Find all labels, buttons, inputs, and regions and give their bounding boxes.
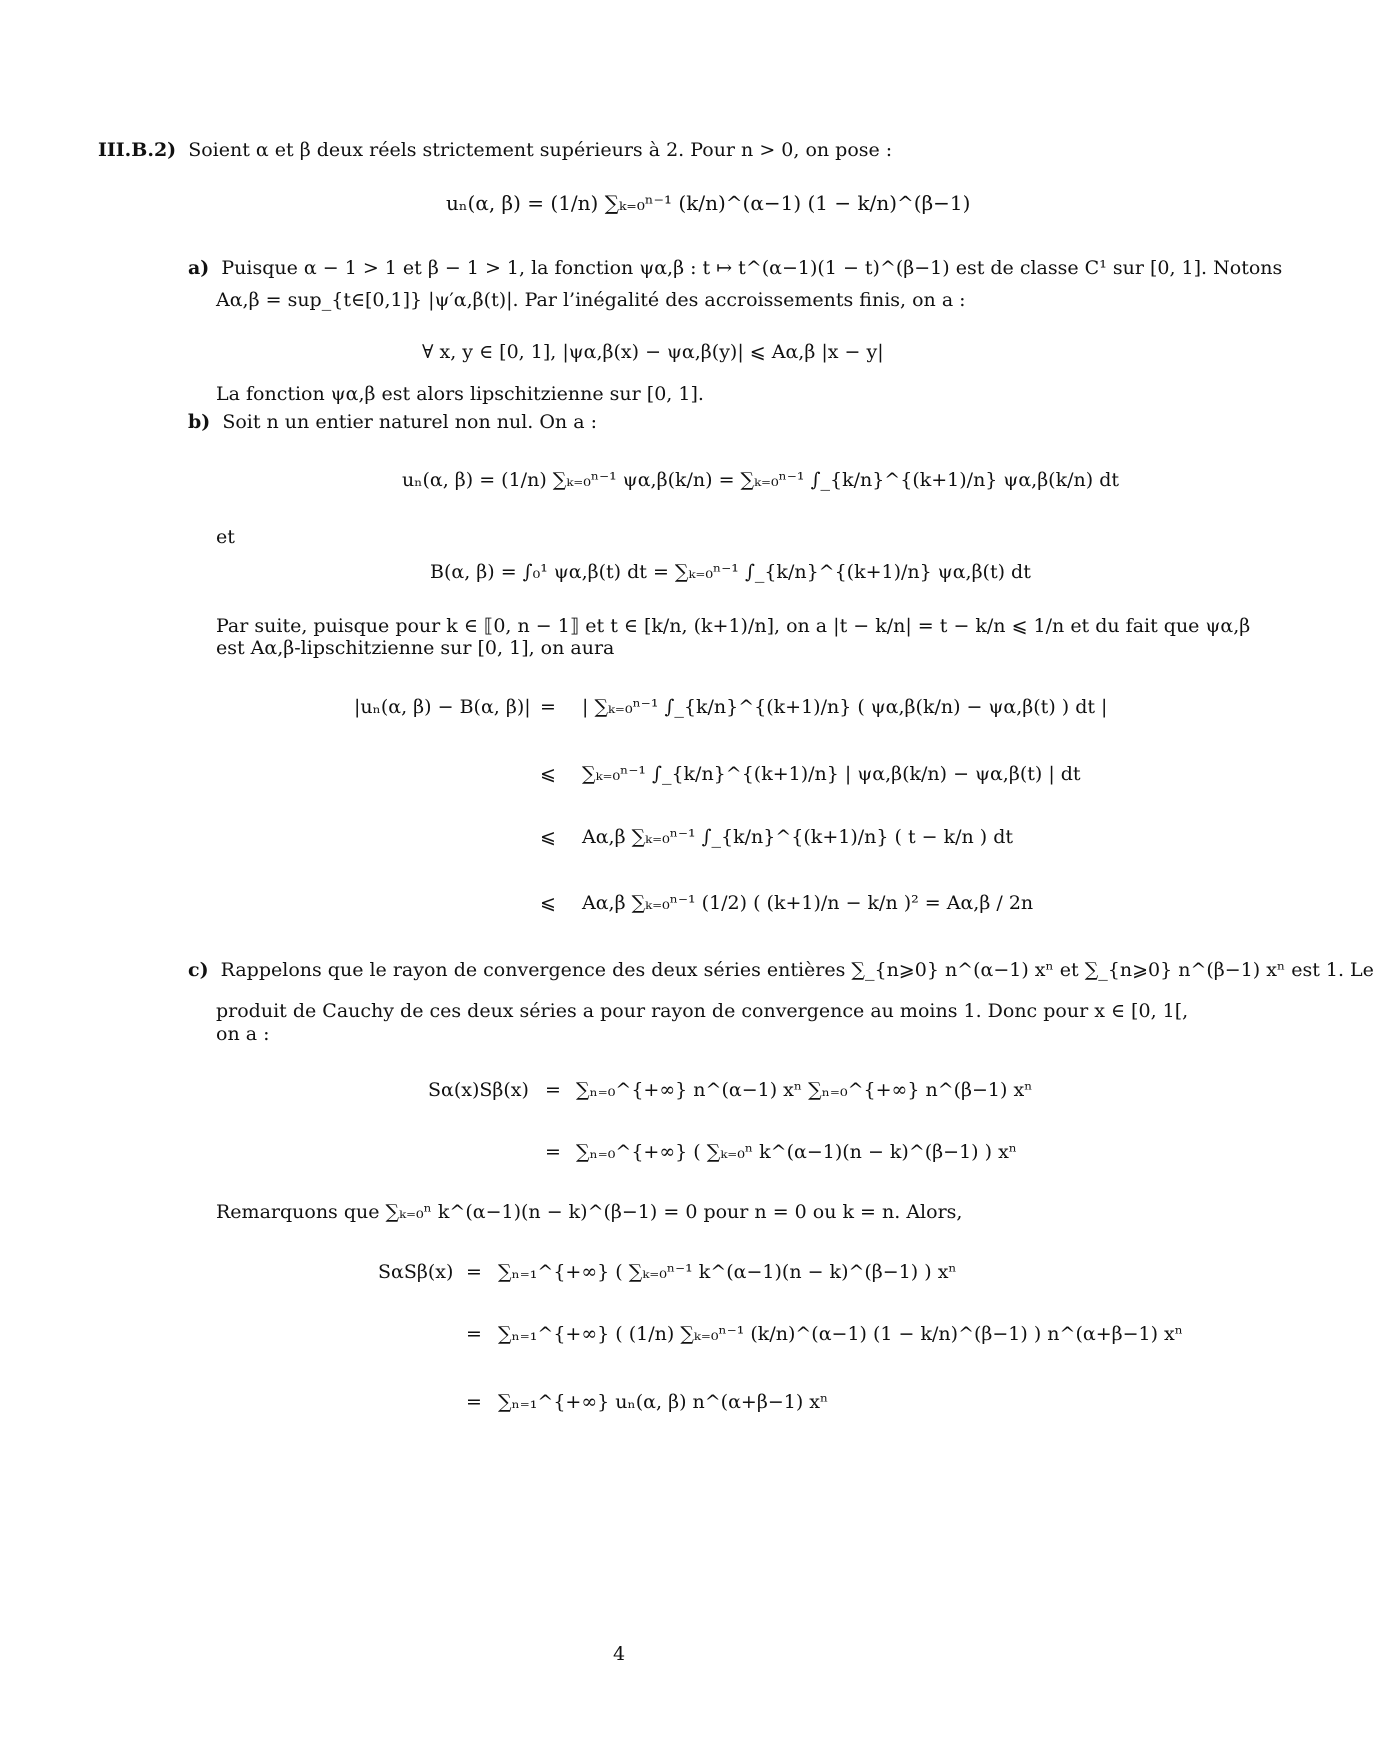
chain-row-2: ∑ₖ₌₀ⁿ⁻¹ ∫_{k/n}^{(k+1)/n} | ψα,β(k/n) − ψα,β(t) | dt [582, 763, 1081, 785]
part-a-line1 [188, 258, 1282, 280]
product-row-2: ∑ₙ₌₁^{+∞} ( (1/n) ∑ₖ₌₀ⁿ⁻¹ (k/n)^(α−1) (1 − k/n)^(β−1) ) n^(α+β−1) xⁿ [498, 1323, 1183, 1345]
chain-row-4: Aα,β ∑ₖ₌₀ⁿ⁻¹ (1/2) ( (k+1)/n − k/n )² = Aα,β / 2n [582, 892, 1034, 914]
part-a-text1: Puisque α − 1 > 1 et β − 1 > 1, la fonction ψα,β : t ↦ t^(α−1)(1 − t)^(β−1) est de classe C¹ sur [0, 1]. Notons [221, 257, 1283, 279]
page-number: 4 [613, 1643, 626, 1665]
section-intro: Soient α et β deux réels strictement supérieurs à 2. Pour n > 0, on pose : [188, 139, 893, 161]
cauchy-rel-2: = [545, 1141, 561, 1163]
cauchy-row-1: ∑ₙ₌₀^{+∞} n^(α−1) xⁿ ∑ₙ₌₀^{+∞} n^(β−1) xⁿ [576, 1079, 1033, 1101]
part-c-remark: Remarquons que ∑ₖ₌₀ⁿ k^(α−1)(n − k)^(β−1) = 0 pour n = 0 ou k = n. Alors, [216, 1201, 963, 1223]
part-b-line1 [188, 412, 597, 434]
part-a-line2: Aα,β = sup_{t∈[0,1]} |ψ′α,β(t)|. Par l’inégalité des accroissements finis, on a : [216, 289, 966, 311]
chain-lhs: |uₙ(α, β) − B(α, β)| [354, 696, 531, 718]
part-b-para2: est Aα,β-lipschitzienne sur [0, 1], on aura [216, 637, 615, 659]
part-c-line2: produit de Cauchy de ces deux séries a pour rayon de convergence au moins 1. Donc pour x ∈ [0, 1[, [216, 1000, 1189, 1022]
product-rel-2: = [466, 1323, 482, 1345]
chain-rel-2: ⩽ [540, 763, 556, 785]
chain-rel-3: ⩽ [540, 826, 556, 848]
product-rel-3: = [466, 1391, 482, 1413]
definition-equation: uₙ(α, β) = (1/n) ∑ₖ₌₀ⁿ⁻¹ (k/n)^(α−1) (1 − k/n)^(β−1) [446, 191, 971, 215]
cauchy-lhs: Sα(x)Sβ(x) [428, 1079, 529, 1101]
chain-row-3: Aα,β ∑ₖ₌₀ⁿ⁻¹ ∫_{k/n}^{(k+1)/n} ( t − k/n ) dt [582, 826, 1014, 848]
cauchy-row-2: ∑ₙ₌₀^{+∞} ( ∑ₖ₌₀ⁿ k^(α−1)(n − k)^(β−1) ) xⁿ [576, 1141, 1017, 1163]
chain-rel-4: ⩽ [540, 892, 556, 914]
chain-rel-1: = [540, 696, 556, 718]
part-c-line1 [188, 960, 1374, 982]
part-a-label: a) [188, 257, 210, 279]
part-c-label: c) [188, 959, 209, 981]
lipschitz-inequality: ∀ x, y ∈ [0, 1], |ψα,β(x) − ψα,β(y)| ⩽ Aα,β |x − y| [422, 341, 884, 363]
cauchy-rel-1: = [545, 1079, 561, 1101]
un-as-integral: uₙ(α, β) = (1/n) ∑ₖ₌₀ⁿ⁻¹ ψα,β(k/n) = ∑ₖ₌₀ⁿ⁻¹ ∫_{k/n}^{(k+1)/n} ψα,β(k/n) dt [402, 469, 1119, 491]
product-lhs: SαSβ(x) [378, 1261, 454, 1283]
product-row-1: ∑ₙ₌₁^{+∞} ( ∑ₖ₌₀ⁿ⁻¹ k^(α−1)(n − k)^(β−1) ) xⁿ [498, 1261, 957, 1283]
part-b-intro: Soit n un entier naturel non nul. On a : [222, 411, 597, 433]
chain-row-1: | ∑ₖ₌₀ⁿ⁻¹ ∫_{k/n}^{(k+1)/n} ( ψα,β(k/n) − ψα,β(t) ) dt | [582, 696, 1108, 718]
beta-integral: B(α, β) = ∫₀¹ ψα,β(t) dt = ∑ₖ₌₀ⁿ⁻¹ ∫_{k/n}^{(k+1)/n} ψα,β(t) dt [430, 561, 1031, 583]
product-row-3: ∑ₙ₌₁^{+∞} uₙ(α, β) n^(α+β−1) xⁿ [498, 1391, 829, 1413]
part-c-line3: on a : [216, 1023, 270, 1045]
part-c-text1: Rappelons que le rayon de convergence des deux séries entières ∑_{n⩾0} n^(α−1) xⁿ et ∑_{n⩾0} n^(β−1) xⁿ est 1. Le [220, 959, 1374, 981]
section-header [98, 140, 892, 162]
product-rel-1: = [466, 1261, 482, 1283]
part-b-para1: Par suite, puisque pour k ∈ ⟦0, n − 1⟧ et t ∈ [k/n, (k+1)/n], on a |t − k/n| = t − k/n ⩽ 1/n et du fait que ψα,β [216, 615, 1251, 637]
et-word: et [216, 526, 235, 548]
section-label: III.B.2) [98, 139, 177, 161]
part-b-label: b) [188, 411, 211, 433]
part-a-conclusion: La fonction ψα,β est alors lipschitzienne sur [0, 1]. [216, 383, 704, 405]
